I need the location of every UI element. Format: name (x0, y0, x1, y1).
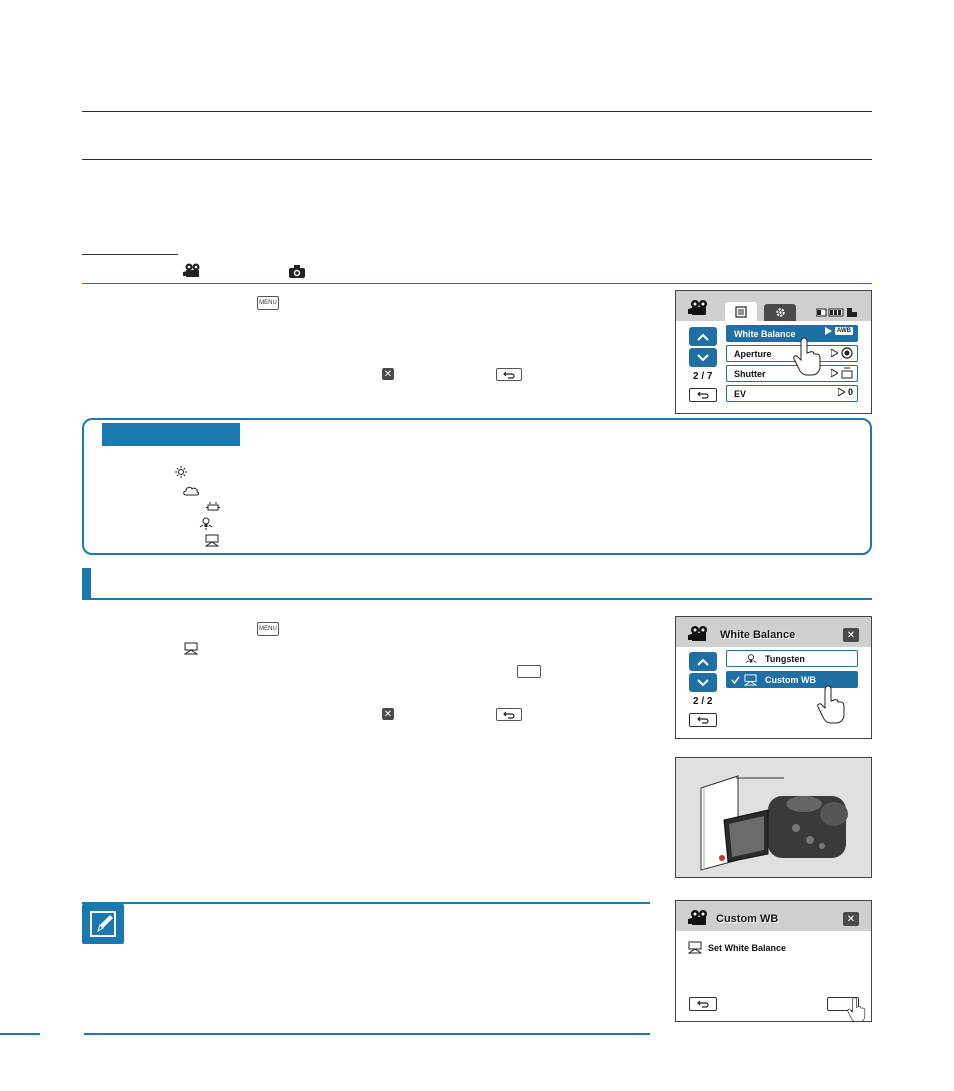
lcd-title: Custom WB (716, 913, 779, 925)
menu-item-ev[interactable] (726, 385, 858, 402)
back-button[interactable] (689, 713, 717, 727)
back-button[interactable] (689, 997, 717, 1011)
header-bottom-rule (82, 159, 872, 160)
return-icon (697, 391, 709, 399)
play-arrow-icon (838, 388, 845, 396)
note-bottom-rule (84, 1033, 650, 1035)
custom-wb-icon (744, 674, 757, 686)
lcd-screen-white-balance (675, 616, 872, 739)
menu-item-tungsten[interactable] (726, 650, 858, 667)
menu-item-value: AWB (825, 327, 853, 335)
return-icon (697, 716, 709, 724)
note-pencil-icon (82, 904, 124, 944)
section-heading-marker (82, 568, 91, 599)
section-heading-rule (82, 598, 872, 600)
finger-pointer-icon (844, 997, 870, 1022)
menu-item-label: Shutter (734, 368, 766, 379)
scroll-down-button[interactable] (689, 673, 717, 692)
close-button[interactable]: ✕ (843, 628, 859, 642)
camcorder-icon (688, 299, 710, 320)
page-indicator: 2 / 7 (693, 371, 713, 382)
note-top-rule (82, 902, 650, 904)
menu-key-icon: MENU (257, 296, 279, 310)
options-heading-tab (102, 423, 240, 446)
cloud-icon (182, 483, 200, 501)
finger-pointer-icon (792, 337, 824, 382)
page-marker-bar (0, 1033, 40, 1035)
return-icon (697, 1000, 709, 1008)
custom-wb-icon (205, 534, 219, 552)
lcd-title: White Balance (720, 629, 796, 641)
lcd-screen-custom-wb (675, 900, 872, 1022)
precheck-underline (82, 254, 178, 255)
play-arrow-icon (831, 349, 838, 357)
shutter-icon (841, 367, 853, 379)
header-top-rule (82, 111, 872, 112)
scroll-up-button[interactable] (689, 327, 717, 346)
battery-icon (816, 304, 858, 322)
return-key-icon (496, 708, 522, 721)
menu-item-value (831, 347, 853, 359)
close-button[interactable]: ✕ (843, 912, 859, 926)
menu-item-label: Tungsten (765, 653, 805, 664)
page-indicator: 2 / 2 (693, 696, 713, 707)
camera-icon (289, 265, 305, 278)
checkmark-icon (731, 676, 740, 684)
instruction-text: Set White Balance (708, 943, 787, 953)
exit-key-icon: ✕ (383, 368, 393, 380)
aperture-icon (841, 347, 853, 359)
menu-item-value (831, 367, 853, 379)
camcorder-icon (183, 263, 203, 277)
back-button[interactable] (689, 388, 717, 402)
camcorder-illustration (675, 757, 872, 878)
play-arrow-icon (831, 369, 838, 377)
camcorder-icon (688, 625, 710, 646)
menu-item-label: EV (734, 388, 747, 399)
chevron-up-icon (697, 333, 709, 341)
lcd-screen-menu (675, 290, 872, 414)
section-rule (82, 283, 872, 284)
exit-key-icon: ✕ (383, 708, 393, 720)
camcorder-with-white-paper-image (676, 758, 871, 877)
options-info-box (82, 418, 872, 555)
custom-wb-icon (184, 642, 198, 660)
chevron-up-icon (697, 658, 709, 666)
tungsten-icon (199, 516, 213, 535)
tungsten-icon (745, 653, 757, 665)
return-key-icon (496, 368, 522, 381)
set-key-icon (517, 665, 541, 678)
scroll-up-button[interactable] (689, 652, 717, 671)
play-arrow-icon (825, 327, 832, 335)
chevron-down-icon (697, 679, 709, 687)
finger-pointer-icon (816, 685, 848, 730)
tab-shooting[interactable] (725, 302, 757, 321)
chevron-down-icon (697, 354, 709, 362)
menu-item-label: Custom WB (765, 674, 816, 685)
gear-icon (775, 307, 786, 318)
list-icon (735, 306, 747, 318)
scroll-down-button[interactable] (689, 348, 717, 367)
menu-item-label: Aperture (734, 348, 772, 359)
sun-icon (175, 465, 187, 483)
menu-item-label: White Balance (734, 328, 796, 339)
custom-wb-icon (688, 941, 702, 959)
menu-item-value: 0 (838, 387, 853, 397)
camcorder-icon (688, 909, 710, 930)
tab-settings[interactable] (764, 304, 796, 321)
menu-key-icon: MENU (257, 622, 279, 636)
